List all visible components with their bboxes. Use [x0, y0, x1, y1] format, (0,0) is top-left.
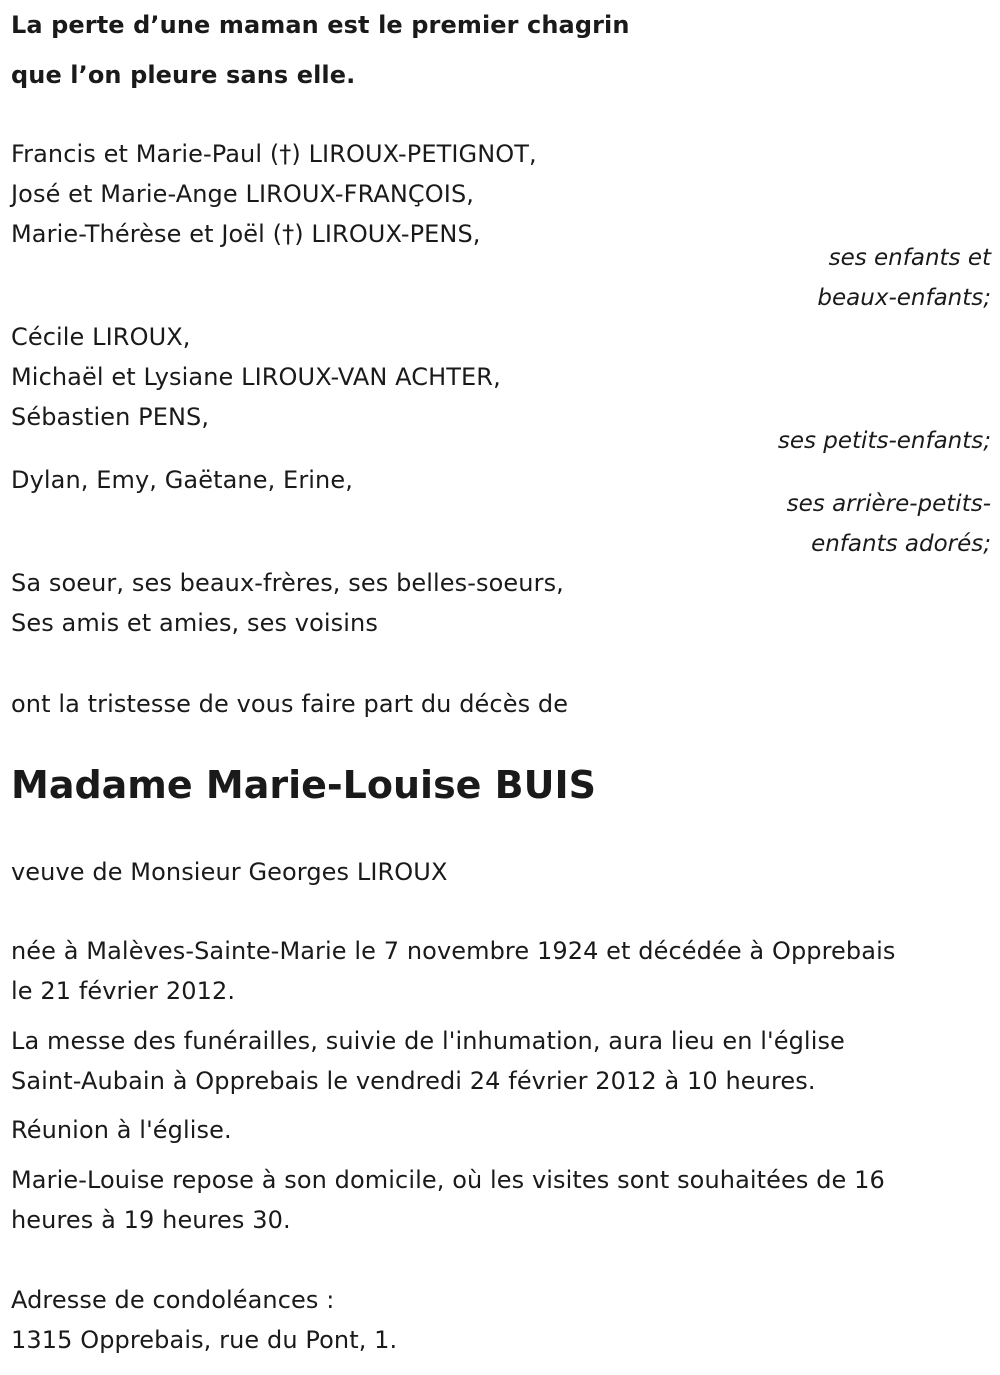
grandchildren-line-1: Cécile LIROUX,: [11, 323, 191, 351]
visits-line-1: Marie-Louise repose à son domicile, où les visites sont souhaitées de 16: [11, 1166, 885, 1194]
children-line-3: Marie-Thérèse et Joël (†) LIROUX-PENS,: [11, 220, 481, 248]
children-line-1: Francis et Marie-Paul (†) LIROUX-PETIGNOT,: [11, 140, 537, 168]
grandchildren-line-2: Michaël et Lysiane LIROUX-VAN ACHTER,: [11, 363, 501, 391]
condolences-label: Adresse de condoléances :: [11, 1286, 335, 1314]
quote-line-2: que l’on pleure sans elle.: [11, 61, 356, 89]
quote-line-1: La perte d’une maman est le premier chagrin: [11, 11, 630, 39]
birth-death-line-2: le 21 février 2012.: [11, 977, 236, 1005]
announcement: ont la tristesse de vous faire part du décès de: [11, 690, 569, 718]
others-line-2: Ses amis et amies, ses voisins: [11, 609, 378, 637]
great-grandchildren-role-line-2: enfants adorés;: [811, 531, 991, 557]
great-grandchildren-line: Dylan, Emy, Gaëtane, Erine,: [11, 466, 353, 494]
great-grandchildren-role-line-1: ses arrière-petits-: [786, 491, 991, 517]
deceased-name: Madame Marie-Louise BUIS: [11, 763, 597, 807]
visits-line-2: heures à 19 heures 30.: [11, 1206, 291, 1234]
children-line-2: José et Marie-Ange LIROUX-FRANÇOIS,: [11, 180, 475, 208]
children-role-line-1: ses enfants et: [828, 245, 991, 271]
others-line-1: Sa soeur, ses beaux-frères, ses belles-soeurs,: [11, 569, 564, 597]
condolences-address: 1315 Opprebais, rue du Pont, 1.: [11, 1326, 398, 1354]
grandchildren-role: ses petits-enfants;: [777, 428, 991, 454]
birth-death-line-1: née à Malèves-Sainte-Marie le 7 novembre 1924 et décédée à Opprebais: [11, 937, 896, 965]
mass-line-2: Saint-Aubain à Opprebais le vendredi 24 février 2012 à 10 heures.: [11, 1067, 816, 1095]
meeting: Réunion à l'église.: [11, 1116, 232, 1144]
mass-line-1: La messe des funérailles, suivie de l'inhumation, aura lieu en l'église: [11, 1027, 845, 1055]
widow-of: veuve de Monsieur Georges LIROUX: [11, 858, 448, 886]
grandchildren-line-3: Sébastien PENS,: [11, 403, 210, 431]
children-role-line-2: beaux-enfants;: [817, 285, 991, 311]
